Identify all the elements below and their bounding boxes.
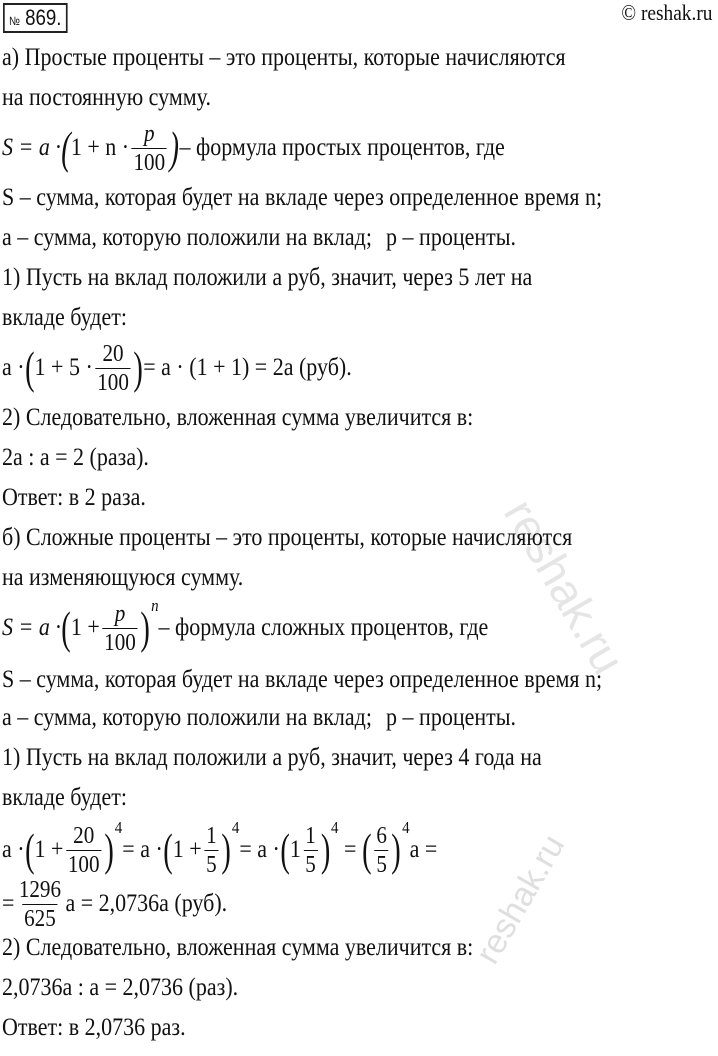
watermark: reshak.ru — [494, 490, 636, 683]
fraction — [375, 824, 389, 877]
text-line: вкладе будет: — [2, 784, 127, 811]
f-part: 1 + — [34, 836, 64, 863]
f-part: S = a · — [2, 134, 61, 161]
problem-number — [3, 3, 67, 33]
paren: ( — [24, 342, 35, 393]
def-a: a – сумма, которую положили на вклад; — [2, 224, 372, 251]
numerator: p — [114, 600, 126, 627]
text-line: 1) Пусть на вклад положили a руб, значит, через 5 лет на — [2, 264, 533, 291]
f-part: = — [2, 890, 15, 917]
denominator: 5 — [206, 851, 217, 878]
fraction — [204, 824, 218, 877]
paren: ( — [24, 824, 35, 875]
f-part: a = 2,0736a (руб). — [65, 890, 228, 917]
f-part: S = a · — [2, 614, 61, 641]
denominator: 100 — [133, 149, 166, 176]
f-part: 1 + — [172, 836, 202, 863]
f-part: = a · (1 + 1) = 2a (руб). — [143, 354, 352, 381]
exponent: 4 — [402, 818, 410, 837]
text-line: вкладе будет: — [2, 304, 127, 331]
denominator: 100 — [104, 629, 136, 656]
f-part: – формула сложных процентов, где — [158, 614, 489, 641]
numerator: 1 — [206, 822, 217, 849]
f-part: 1 + — [70, 614, 100, 641]
paren: ) — [391, 824, 401, 875]
f-part: a · — [2, 836, 25, 863]
text-line: а) Простые проценты – это проценты, которые начисляются — [2, 44, 566, 71]
formula-compound — [2, 596, 489, 656]
text-line: на изменяющуюся сумму. — [2, 564, 244, 591]
exponent: n — [151, 596, 159, 615]
answer: Ответ: в 2,0736 раз. — [2, 1014, 186, 1041]
f-part: 1 — [289, 836, 301, 863]
f-part: a · — [2, 354, 25, 381]
paren: ( — [362, 824, 372, 875]
fraction — [132, 122, 167, 175]
text-line: S – сумма, которая будет на вкладе через определенное время n; — [2, 666, 603, 693]
answer: Ответ: в 2 раза. — [2, 484, 146, 511]
f-part: 1 + 5 · — [34, 354, 93, 381]
paren: ) — [104, 824, 114, 875]
number-sign: № — [8, 14, 20, 28]
text-line: 1) Пусть на вклад положили a руб, значит, через 4 года на — [2, 744, 542, 771]
exponent: 4 — [231, 818, 240, 837]
fraction — [102, 602, 137, 655]
fraction — [95, 342, 130, 395]
f-part: 1 + n · — [70, 134, 130, 161]
denominator: 100 — [97, 369, 129, 396]
f-part: a = — [409, 836, 438, 863]
exponent: 4 — [331, 818, 339, 837]
paren: ) — [320, 824, 330, 875]
formula-calc-compound: a · ( 1 + $\frac{20}{100}$ ) 4 = a · ( 1 + $\frac{1}{5}$ ) 4 = a · ( 1 $\frac{1}{5}$ ) 4 = ( $\frac{6}{5}$ ) 4 a = — [2, 818, 438, 878]
exponent: 4 — [114, 818, 123, 837]
text-line: на постоянную сумму. — [2, 84, 211, 111]
text-line: б) Сложные проценты – это проценты, которые начисляются — [2, 524, 573, 551]
f-part: = a · — [122, 836, 163, 863]
copyright: © reshak.ru — [620, 0, 712, 25]
paren: ) — [221, 824, 231, 875]
text-line: 2) Следовательно, вложенная сумма увеличится в: — [2, 404, 474, 431]
paren: ) — [140, 602, 150, 653]
numerator: p — [144, 120, 155, 147]
formula-calc — [2, 340, 352, 396]
paren: ( — [61, 602, 71, 653]
denominator: 5 — [305, 851, 316, 878]
numerator: 6 — [376, 822, 387, 849]
formula-simple — [2, 120, 505, 176]
number: 869. — [25, 5, 62, 30]
def-p: p – проценты. — [386, 224, 517, 251]
text-line — [2, 698, 516, 738]
paren: ) — [169, 122, 180, 173]
numerator: 1296 — [18, 876, 62, 903]
fraction — [303, 824, 317, 877]
paren: ( — [280, 824, 290, 875]
numerator: 20 — [73, 822, 95, 849]
f-part: = a · — [239, 836, 280, 863]
paren: ) — [133, 342, 143, 393]
denominator: 625 — [24, 905, 56, 932]
text-line — [2, 218, 516, 258]
watermark: reshak.ru — [468, 828, 573, 971]
numerator: 1 — [305, 822, 316, 849]
fraction — [17, 878, 63, 931]
def-p: p – проценты. — [386, 704, 517, 731]
formula-result — [2, 876, 228, 932]
fraction — [66, 824, 101, 877]
paren: ( — [163, 824, 173, 875]
denominator: 5 — [376, 851, 387, 878]
denominator: 100 — [67, 851, 100, 878]
text-line: 2,0736a : a = 2,0736 (раз). — [2, 974, 239, 1001]
paren: ( — [61, 122, 71, 173]
text-line: 2) Следовательно, вложенная сумма увеличится в: — [2, 934, 474, 961]
text-line: 2a : a = 2 (раза). — [2, 444, 149, 471]
numerator: 20 — [102, 340, 124, 367]
def-a: a – сумма, которую положили на вклад; — [2, 704, 372, 731]
f-part: – формула простых процентов, где — [179, 134, 505, 161]
text-line: S – сумма, которая будет на вкладе через определенное время n; — [2, 184, 603, 211]
